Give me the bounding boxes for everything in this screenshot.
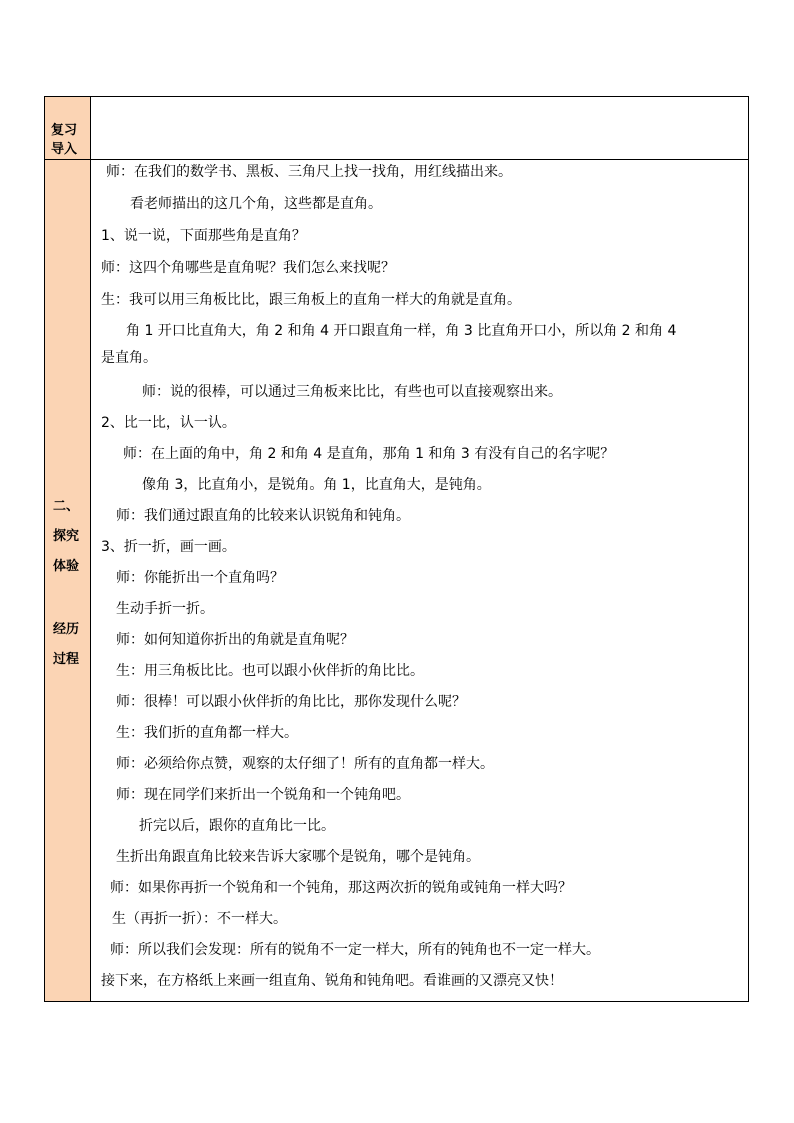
content-line: 生：我可以用三角板比比，跟三角板上的直角一样大的角就是直角。 <box>101 292 521 308</box>
row2-label-line1: 二、 <box>53 499 80 514</box>
content-line: 生（再折一折）：不一样大。 <box>112 911 287 927</box>
row1-label <box>51 121 77 159</box>
row2-label-line2: 探究 <box>53 529 80 544</box>
content-line: 师：很棒！可以跟小伙伴折的角比比，那你发现什么呢？ <box>116 694 466 710</box>
content-line: 师：如果你再折一个锐角和一个钝角，那这两次折的锐角或钝角一样大吗？ <box>110 880 572 896</box>
content-line: 折完以后，跟你的直角比一比。 <box>139 818 335 834</box>
content-line: 师：必须给你点赞，观察的太仔细了！所有的直角都一样大。 <box>116 756 494 772</box>
content-line: 生动手折一折。 <box>116 601 214 617</box>
content-line: 接下来，在方格纸上来画一组直角、锐角和钝角吧。看谁画的又漂亮又快！ <box>101 973 563 989</box>
row2-label-line4: 经历 <box>53 622 80 637</box>
lesson-table <box>44 96 749 1002</box>
row2-label-line5: 过程 <box>53 652 80 667</box>
content-line: 师：你能折出一个直角吗？ <box>116 570 284 586</box>
label-column <box>45 97 91 1001</box>
row2-label-line3: 体验 <box>53 559 80 574</box>
content-line: 2、比一比，认一认。 <box>101 415 236 431</box>
content-line: 师：所以我们会发现：所有的锐角不一定一样大，所有的钝角也不一定一样大。 <box>110 942 600 958</box>
content-line: 1、说一说，下面那些角是直角？ <box>101 228 306 244</box>
content-line: 师：说的很棒，可以通过三角板来比比，有些也可以直接观察出来。 <box>142 384 562 400</box>
content-line: 生折出角跟直角比较来告诉大家哪个是锐角，哪个是钝角。 <box>116 849 480 865</box>
content-line: 像角 3，比直角小，是锐角。角 1，比直角大，是钝角。 <box>142 477 491 493</box>
content-line: 角 1 开口比直角大，角 2 和角 4 开口跟直角一样，角 3 比直角开口小，所以角 2 和角 4 <box>126 323 677 339</box>
content-line: 师：在我们的数学书、黑板、三角尺上找一找角，用红线描出来。 <box>106 164 512 180</box>
content-line: 生：用三角板比比。也可以跟小伙伴折的角比比。 <box>116 663 424 679</box>
content-line: 师：我们通过跟直角的比较来认识锐角和钝角。 <box>116 508 410 524</box>
content-line: 3、折一折，画一画。 <box>101 539 236 555</box>
content-line: 看老师描出的这几个角，这些都是直角。 <box>130 196 382 212</box>
content-line: 生：我们折的直角都一样大。 <box>116 725 298 741</box>
content-line: 师：现在同学们来折出一个锐角和一个钝角吧。 <box>116 787 410 803</box>
row1-label-line1: 复习 <box>51 123 78 138</box>
row-divider <box>45 159 748 160</box>
content-line: 师：如何知道你折出的角就是直角呢？ <box>116 632 354 648</box>
content-line: 是直角。 <box>101 350 157 366</box>
content-line: 师：在上面的角中，角 2 和角 4 是直角，那角 1 和角 3 有没有自己的名字呢？ <box>123 446 615 462</box>
content-line: 师：这四个角哪些是直角呢？我们怎么来找呢？ <box>101 260 395 276</box>
row1-label-line2: 导入 <box>51 142 78 157</box>
